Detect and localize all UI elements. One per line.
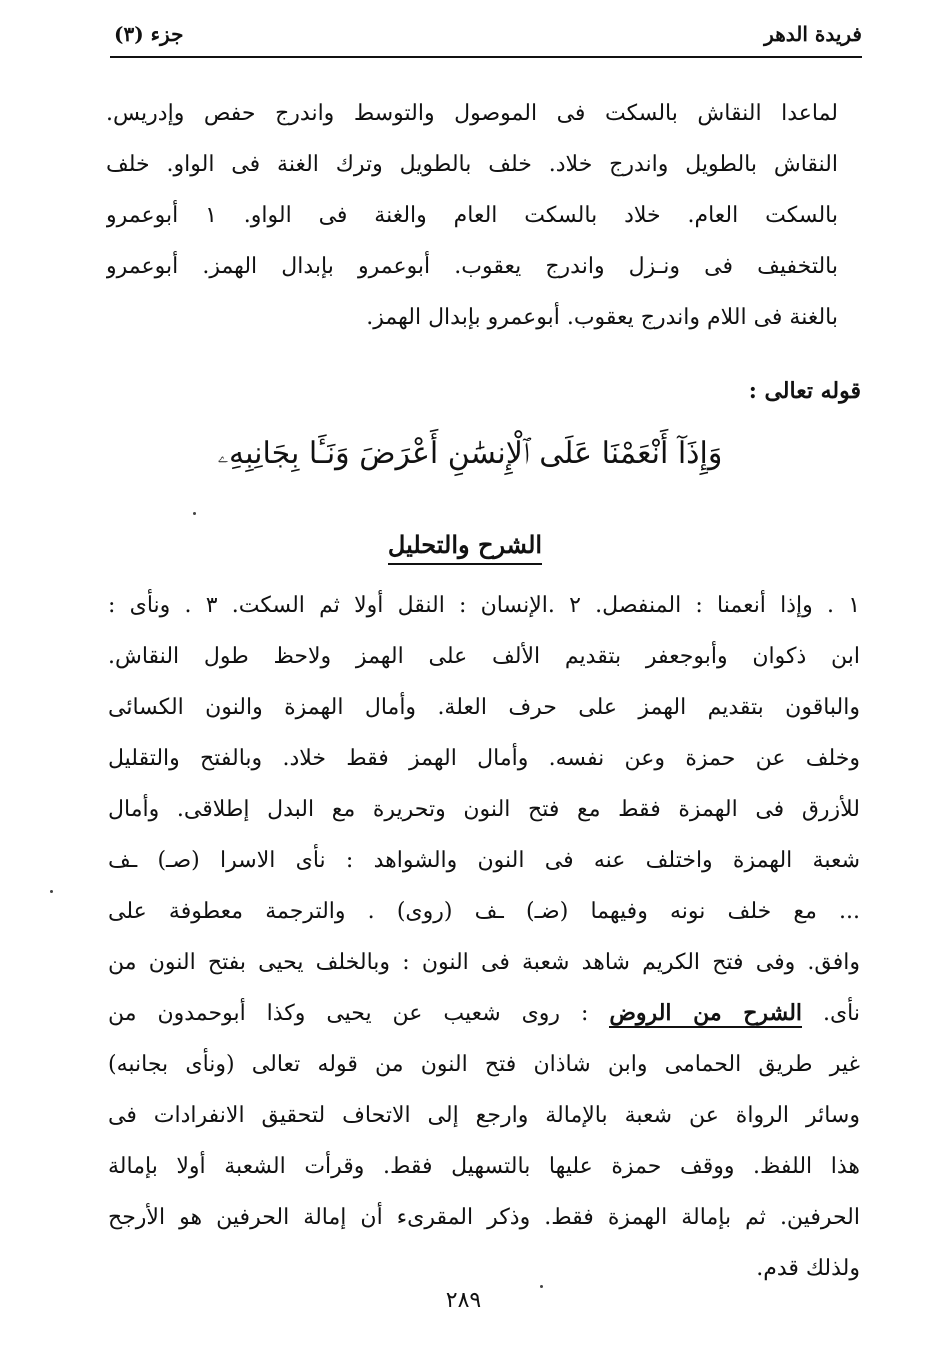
section-heading: [300, 530, 630, 559]
quran-verse: وَإِذَآ أَنْعَمْنَا عَلَى ٱلْإِنسَٰنِ أَعْرَضَ وَنَـَٔا بِجَانِبِهِۦ: [217, 436, 723, 471]
part-label: جزء (٣): [114, 22, 184, 46]
line-prefix: نأى.: [802, 1001, 860, 1026]
text-line: الحرفين. ثم بإمالة الهمزة فقط. وذكر المقرىء أن إمالة الحرفين هو الأرجح: [108, 1205, 860, 1230]
text-line: وخلف عن حمزة وعن نفسه. وأمال الهمز فقط خلاد. وبالفتح والتقليل: [108, 746, 860, 771]
text-line: بالسكت العام. خلاد بالسكت العام والغنة فى الواو. ١ أبوعمرو: [106, 203, 838, 228]
text-line: ابن ذكوان وأبوجعفر بتقديم الألف على الهمز ولاحظ طول النقاش.: [108, 644, 860, 669]
header-rule: [110, 56, 862, 58]
scan-speck: [193, 512, 196, 515]
text-line: شعبة الهمزة واختلف عنه فى النون والشواهد : نأى الاسرا (صـ) ـف: [108, 848, 860, 873]
text-line: ... مع خلف نونه وفيهما (ضـ) ـف (روى) . والترجمة معطوفة على: [108, 899, 860, 924]
qawl-label: قوله تعالى :: [748, 378, 861, 404]
page-number: ٢٨٩: [445, 1288, 482, 1313]
text-line: للأزرق فى الهمزة فقط مع فتح النون وتحريرة مع البدل إطلاقى. وأمال: [108, 797, 860, 822]
intro-paragraph: [106, 88, 838, 343]
text-line: النقاش بالطويل واندرج خلاد. خلف بالطويل وترك الغنة فى الواو. خلف: [106, 152, 838, 177]
book-title: فريدة الدهر: [764, 22, 862, 46]
scan-speck: [540, 1285, 543, 1288]
text-line: بالغنة فى اللام واندرج يعقوب. أبوعمرو بإبدال الهمز.: [366, 305, 838, 330]
text-line: لماعدا النقاش بالسكت فى الموصول والتوسط واندرج حفص وإدريس.: [106, 101, 838, 126]
running-header: [110, 14, 862, 54]
text-line: غير طريق الحمامى وابن شاذان فتح النون من قوله تعالى (ونأى بجانبه): [108, 1052, 860, 1077]
text-line: ١ . وإذا أنعمنا : المنفصل. ٢ .الإنسان : النقل أولا ثم السكت. ٣ . ونأى :: [108, 593, 860, 618]
line-suffix: : روى شعيب عن يحيى وكذا أبوحمدون من: [108, 1001, 610, 1026]
commentary-paragraph: [108, 580, 860, 1294]
text-line: هذا اللفظ. ووقف حمزة عليها بالتسهيل فقط. وقرأت الشعبة أولا بإمالة: [108, 1154, 860, 1179]
section-heading-text: الشرح والتحليل: [388, 530, 542, 565]
text-line: وسائر الرواة عن شعبة بالإمالة وارجع إلى الاتحاف لتحقيق الانفرادات فى: [108, 1103, 860, 1128]
text-line: ولذلك قدم.: [756, 1256, 860, 1281]
text-line-with-heading: [108, 988, 860, 1039]
text-line: بالتخفيف فى ونـزل واندرج يعقوب. أبوعمرو بإبدال الهمز. أبوعمرو: [106, 254, 838, 279]
inline-heading: الشرح من الروض: [609, 1000, 803, 1026]
text-line: وافق. وفى فتح الكريم شاهد شعبة فى النون : وبالخلف يحيى بفتح النون من: [108, 950, 860, 975]
scan-speck: [50, 890, 53, 893]
text-line: والباقون بتقديم الهمز على حرف العلة. وأمال الهمزة والنون الكسائى: [108, 695, 860, 720]
